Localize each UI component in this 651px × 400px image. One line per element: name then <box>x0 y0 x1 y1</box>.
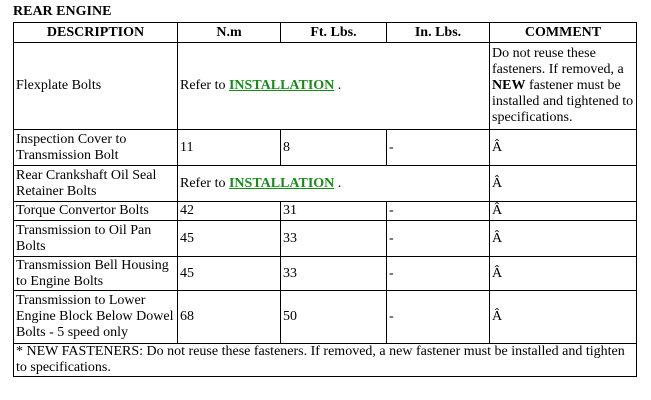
comment-cell: Â <box>490 257 637 291</box>
torque-spec-table <box>13 22 637 377</box>
installation-link[interactable]: INSTALLATION <box>228 175 335 191</box>
inlbs-cell: - <box>387 257 490 291</box>
description-cell: Torque Convertor Bolts <box>14 202 178 221</box>
header-row <box>14 23 637 43</box>
installation-link[interactable]: INSTALLATION <box>228 78 335 93</box>
description-cell: Rear Crankshaft Oil Seal Retainer Bolts <box>14 166 178 202</box>
inlbs-cell: - <box>387 202 490 221</box>
inlbs-cell: - <box>387 291 490 344</box>
header-description: DESCRIPTION <box>14 23 178 43</box>
table-row <box>14 291 637 344</box>
nm-cell: 11 <box>178 130 281 166</box>
refer-suffix: . <box>334 78 342 93</box>
comment-cell: Â <box>490 130 637 166</box>
inlbs-cell: - <box>387 221 490 257</box>
comment-cell: Â <box>490 166 637 202</box>
refer-prefix: Refer to <box>180 78 229 93</box>
comment-cell: Â <box>490 202 637 221</box>
comment-cell <box>490 43 637 130</box>
table-row <box>14 221 637 257</box>
comment-new-word: NEW <box>492 78 526 93</box>
refer-cell <box>178 43 490 130</box>
header-ftlbs: Ft. Lbs. <box>281 23 387 43</box>
comment-text: Do not reuse these fasteners. If removed, a <box>492 46 624 77</box>
header-inlbs: In. Lbs. <box>387 23 490 43</box>
inlbs-cell: - <box>387 130 490 166</box>
refer-cell <box>178 166 490 202</box>
ftlbs-cell: 33 <box>281 221 387 257</box>
nm-cell: 68 <box>178 291 281 344</box>
ftlbs-cell: 31 <box>281 202 387 221</box>
comment-cell: Â <box>490 221 637 257</box>
table-row <box>14 130 637 166</box>
nm-cell: 45 <box>178 221 281 257</box>
description-cell: Transmission to Oil Pan Bolts <box>14 221 178 257</box>
refer-suffix: . <box>334 175 342 191</box>
description-cell: Inspection Cover to Transmission Bolt <box>14 130 178 166</box>
ftlbs-cell: 33 <box>281 257 387 291</box>
comment-cell: Â <box>490 291 637 344</box>
ftlbs-cell: 8 <box>281 130 387 166</box>
header-nm: N.m <box>178 23 281 43</box>
description-cell: Transmission Bell Housing to Engine Bolts <box>14 257 178 291</box>
header-comment: COMMENT <box>490 23 637 43</box>
ftlbs-cell: 50 <box>281 291 387 344</box>
description-cell: Flexplate Bolts <box>14 43 178 130</box>
comment-text-end: fastener must be installed and tightened to specifications. <box>492 78 634 125</box>
nm-cell: 45 <box>178 257 281 291</box>
nm-cell: 42 <box>178 202 281 221</box>
table-row <box>14 257 637 291</box>
refer-prefix: Refer to <box>180 175 229 191</box>
table-row <box>14 43 637 130</box>
description-cell: Transmission to Lower Engine Block Below Dowel Bolts - 5 speed only <box>14 291 178 344</box>
footnote: * NEW FASTENERS: Do not reuse these fasteners. If removed, a new fastener must be installed and tighten to specifications. <box>14 344 637 377</box>
table-row <box>14 166 637 202</box>
footnote-row <box>14 344 637 377</box>
table-row <box>14 202 637 221</box>
section-title: REAR ENGINE <box>13 4 112 19</box>
